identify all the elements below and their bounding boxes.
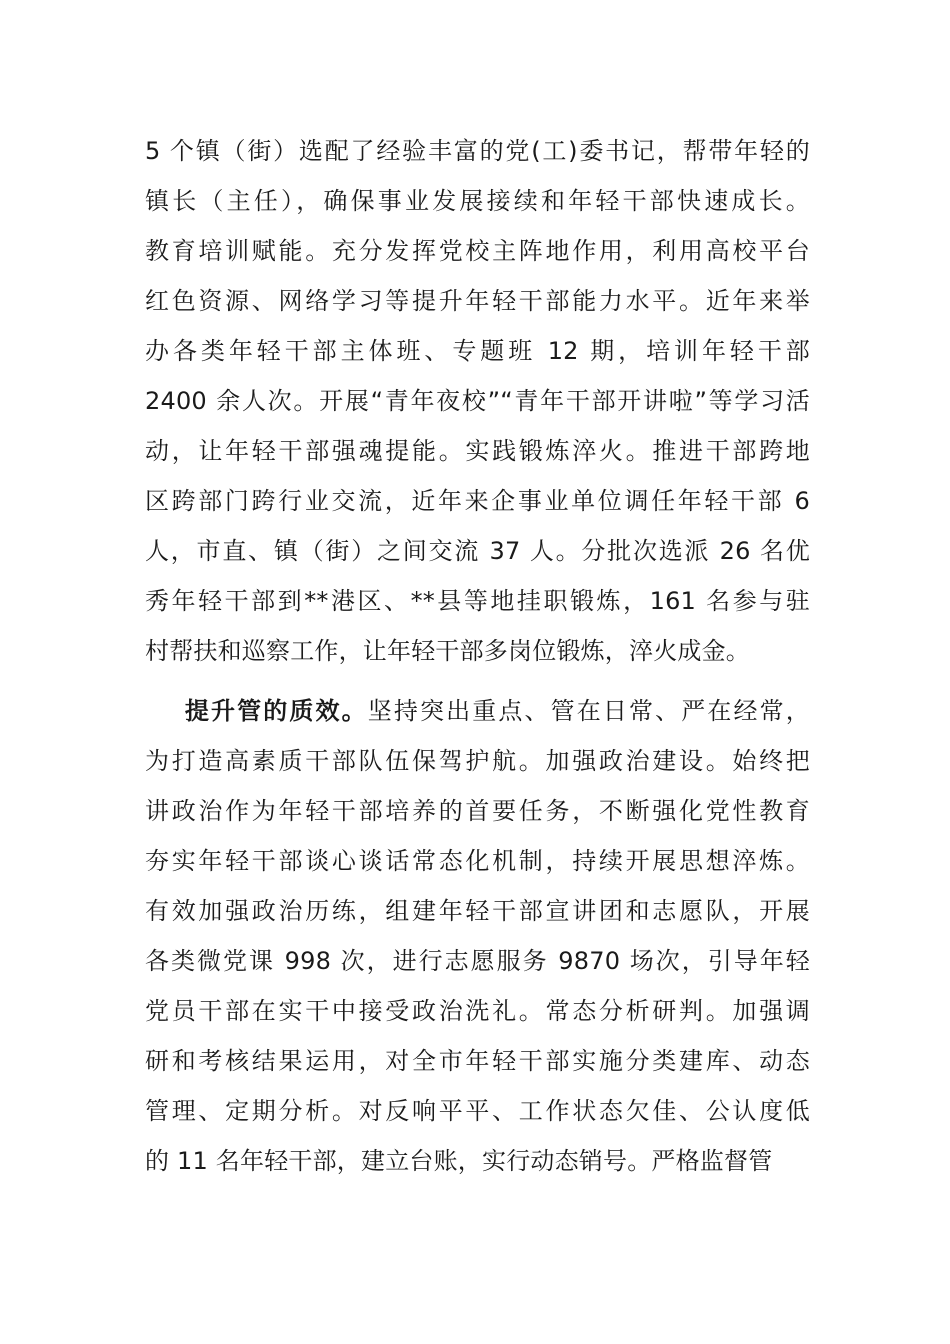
section-heading: 提升管的质效。 [183, 697, 368, 725]
text-line: 教育培训赋能。充分发挥党校主阵地作用，利用高校平台 [145, 237, 810, 265]
text-line: 研和考核结果运用，对全市年轻干部实施分类建库、动态 [145, 1047, 810, 1075]
text-line: 镇长（主任），确保事业发展接续和年轻干部快速成长。 [145, 187, 810, 215]
text-line: 人，市直、镇（街）之间交流 37 人。分批次选派 26 名优 [145, 537, 810, 565]
text-fragment: 坚持突出重点、管在日常、严在经常， [367, 697, 810, 725]
text-line: 红色资源、网络学习等提升年轻干部能力水平。近年来举 [145, 287, 810, 315]
text-line-first [145, 686, 810, 736]
text-line: 有效加强政治历练，组建年轻干部宣讲团和志愿队，开展 [145, 897, 810, 925]
paragraph-1 [145, 126, 810, 676]
paragraph-2 [145, 686, 810, 1186]
text-line: 党员干部在实干中接受政治洗礼。常态分析研判。加强调 [145, 997, 810, 1025]
text-line: 2400 余人次。开展“青年夜校”“青年干部开讲啦”等学习活 [145, 387, 810, 415]
text-line: 秀年轻干部到**港区、**县等地挂职锻炼，161 名参与驻 [145, 587, 810, 615]
text-line: 办各类年轻干部主体班、专题班 12 期，培训年轻干部 [145, 337, 810, 365]
text-line: 村帮扶和巡察工作，让年轻干部多岗位锻炼，淬火成金。 [145, 637, 750, 665]
text-line: 区跨部门跨行业交流，近年来企事业单位调任年轻干部 6 [145, 487, 810, 515]
text-line: 夯实年轻干部谈心谈话常态化机制，持续开展思想淬炼。 [145, 847, 810, 875]
text-line: 管理、定期分析。对反响平平、工作状态欠佳、公认度低 [145, 1097, 810, 1125]
text-line: 5 个镇（街）选配了经验丰富的党(工)委书记，帮带年轻的 [145, 137, 810, 165]
text-line: 各类微党课 998 次，进行志愿服务 9870 场次，引导年轻 [145, 947, 810, 975]
text-line: 为打造高素质干部队伍保驾护航。加强政治建设。始终把 [145, 747, 810, 775]
text-line: 动，让年轻干部强魂提能。实践锻炼淬火。推进干部跨地 [145, 437, 810, 465]
text-line: 的 11 名年轻干部，建立台账，实行动态销号。严格监督管 [145, 1147, 773, 1175]
text-line: 讲政治作为年轻干部培养的首要任务，不断强化党性教育 [145, 797, 810, 825]
